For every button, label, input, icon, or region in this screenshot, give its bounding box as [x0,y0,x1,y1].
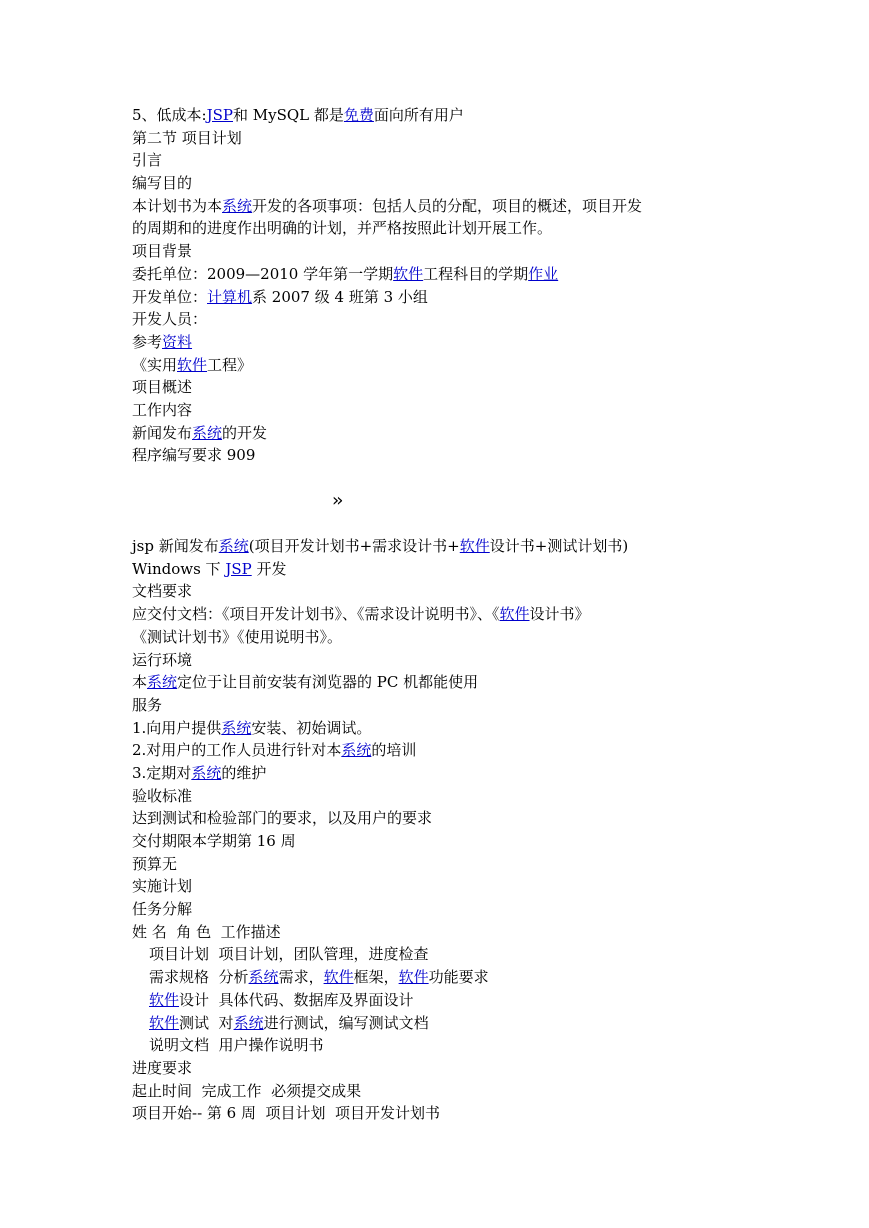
text-segment: 验收标准 [132,786,193,805]
text-segment: 框架， [353,968,399,987]
text-line [132,921,752,944]
text-segment: 应交付文档：《项目开发计划书》、《需求设计说明书》、《 [132,605,500,624]
text-line [132,671,752,694]
text-line [132,1012,752,1035]
text-segment: 3.定期对 [132,763,192,782]
text-segment: 工程》 [207,355,253,374]
keyword-link[interactable]: 系统 [192,423,223,442]
blank-line [132,467,752,490]
keyword-link[interactable]: 系统 [147,673,178,692]
text-segment: 项目开始-- 第 6 周 项目计划 项目开发计划书 [132,1104,441,1123]
text-segment: 工作内容 [132,400,193,419]
text-segment: 运行环境 [132,650,193,669]
keyword-link[interactable]: 系统 [221,718,252,737]
text-line [132,739,752,762]
text-line [132,558,752,581]
text-segment: 定位于让目前安装有浏览器的 PC 机都能使用 [177,673,479,692]
text-segment: 进行测试，编写测试文档 [263,1013,429,1032]
keyword-link[interactable]: 系统 [341,741,372,760]
text-line [132,195,752,218]
text-segment: 程序编写要求 909 [132,446,256,465]
keyword-link[interactable]: 系统 [218,537,249,556]
text-segment: 引言 [132,151,163,170]
text-segment: 项目背景 [132,242,193,261]
text-segment: 5、低成本: [132,106,207,124]
text-line [132,1102,752,1125]
text-line [132,943,752,966]
text-segment: 1.向用户提供 [132,718,222,737]
text-segment: 面向所有用户 [373,106,464,124]
text-line [132,1057,752,1080]
keyword-link[interactable]: 资料 [162,332,193,351]
text-segment: 需求规格 分析 [149,968,249,987]
text-segment: 功能要求 [428,968,489,987]
text-segment: 本 [132,673,148,692]
text-segment: 起止时间 完成工作 必须提交成果 [132,1081,362,1100]
text-line [132,399,752,422]
keyword-link[interactable]: 系统 [191,763,222,782]
text-line [132,286,752,309]
text-segment: 本计划书为本 [132,196,223,215]
text-segment: 委托单位：2009—2010 学年第一学期 [132,264,394,283]
text-segment: 的周期和的进度作出明确的计划，并严格按照此计划开展工作。 [132,219,553,238]
text-line [132,240,752,263]
text-line [132,649,752,672]
text-line [132,376,752,399]
text-line [132,626,752,649]
text-segment: 的维护 [221,763,267,782]
double-chevron-icon[interactable]: ›› [332,489,341,511]
text-segment: 设计 具体代码、数据库及界面设计 [179,990,414,1009]
text-segment: 进度要求 [132,1058,193,1077]
document-body [132,104,752,1125]
text-segment: 服务 [132,695,163,714]
text-segment: jsp 新闻发布 [132,537,219,556]
text-segment: 和 MySQL 都是 [233,106,344,124]
text-line [132,898,752,921]
text-line [132,717,752,740]
text-line [132,875,752,898]
text-segment: 设计书》 [529,605,590,624]
keyword-link[interactable]: JSP [206,106,233,124]
text-segment: 开发的各项事项：包括人员的分配，项目的概述，项目开发 [252,196,643,215]
keyword-link[interactable]: 软件 [149,1013,180,1032]
text-segment: 《实用 [132,355,178,374]
text-segment: 工程科目的学期 [423,264,529,283]
text-segment: (项目开发计划书+需求设计书+ [248,537,460,556]
keyword-link[interactable]: 软件 [398,968,429,987]
keyword-link[interactable]: 系统 [222,196,253,215]
text-segment: 实施计划 [132,877,193,896]
text-line [132,966,752,989]
text-segment: 第二节 项目计划 [132,128,242,147]
text-segment: 文档要求 [132,582,193,601]
text-line [132,807,752,830]
text-segment: 开发人员： [132,310,208,329]
text-line [132,104,752,127]
keyword-link[interactable]: 系统 [248,968,279,987]
text-line [132,127,752,150]
text-line [132,762,752,785]
text-segment: 参考 [132,332,163,351]
text-segment: 姓 名 角 色 工作描述 [132,922,281,941]
text-line [132,694,752,717]
text-segment: 说明文档 用户操作说明书 [149,1036,324,1055]
text-line [132,331,752,354]
text-segment: 任务分解 [132,900,193,919]
text-line [132,172,752,195]
text-segment: 编写目的 [132,174,193,193]
text-line [132,830,752,853]
keyword-link[interactable]: 软件 [149,990,180,1009]
blank-line [132,512,752,535]
text-line [132,444,752,467]
text-line [132,308,752,331]
text-segment: Windows 下 [132,559,226,578]
text-segment: 系 2007 级 4 班第 3 小组 [252,287,428,306]
text-line [132,785,752,808]
text-line [132,354,752,377]
text-segment: 交付期限本学期第 16 周 [132,832,296,850]
text-segment: 项目计划 项目计划，团队管理，进度检查 [149,945,429,964]
text-segment: 的培训 [371,741,417,760]
keyword-link[interactable]: 软件 [459,537,490,556]
keyword-link[interactable]: JSP [225,559,252,578]
text-line [132,853,752,876]
text-segment: 测试 对 [179,1013,234,1032]
text-segment: 设计书+测试计划书) [489,537,629,556]
text-line [132,422,752,445]
text-segment: 需求， [278,968,324,987]
keyword-link[interactable]: 系统 [233,1013,264,1032]
text-segment: 开发 [251,559,287,578]
keyword-link[interactable]: 软件 [499,605,530,624]
keyword-link[interactable]: 计算机 [207,287,253,306]
text-line [132,1080,752,1103]
text-line [132,217,752,240]
text-segment: 的开发 [222,423,268,442]
text-segment: 预算无 [132,854,178,873]
text-line [132,603,752,626]
text-segment: 安装、初始调试。 [251,718,372,737]
keyword-link[interactable]: 软件 [393,264,424,283]
text-line [132,1034,752,1057]
text-line [132,989,752,1012]
text-segment: 开发单位： [132,287,208,306]
text-segment: 《测试计划书》《使用说明书》。 [132,627,343,646]
text-line [132,263,752,286]
keyword-link[interactable]: 软件 [177,355,208,374]
keyword-link[interactable]: 软件 [323,968,354,987]
text-line [132,149,752,172]
double-chevron-line [132,490,752,513]
text-segment: 项目概述 [132,378,193,397]
text-segment: 达到测试和检验部门的要求，以及用户的要求 [132,809,433,828]
keyword-link[interactable]: 作业 [528,264,559,283]
text-line [132,580,752,603]
text-line [132,535,752,558]
keyword-link[interactable]: 免费 [343,106,374,124]
text-segment: 2.对用户的工作人员进行针对本 [132,741,342,760]
text-segment: 新闻发布 [132,423,193,442]
